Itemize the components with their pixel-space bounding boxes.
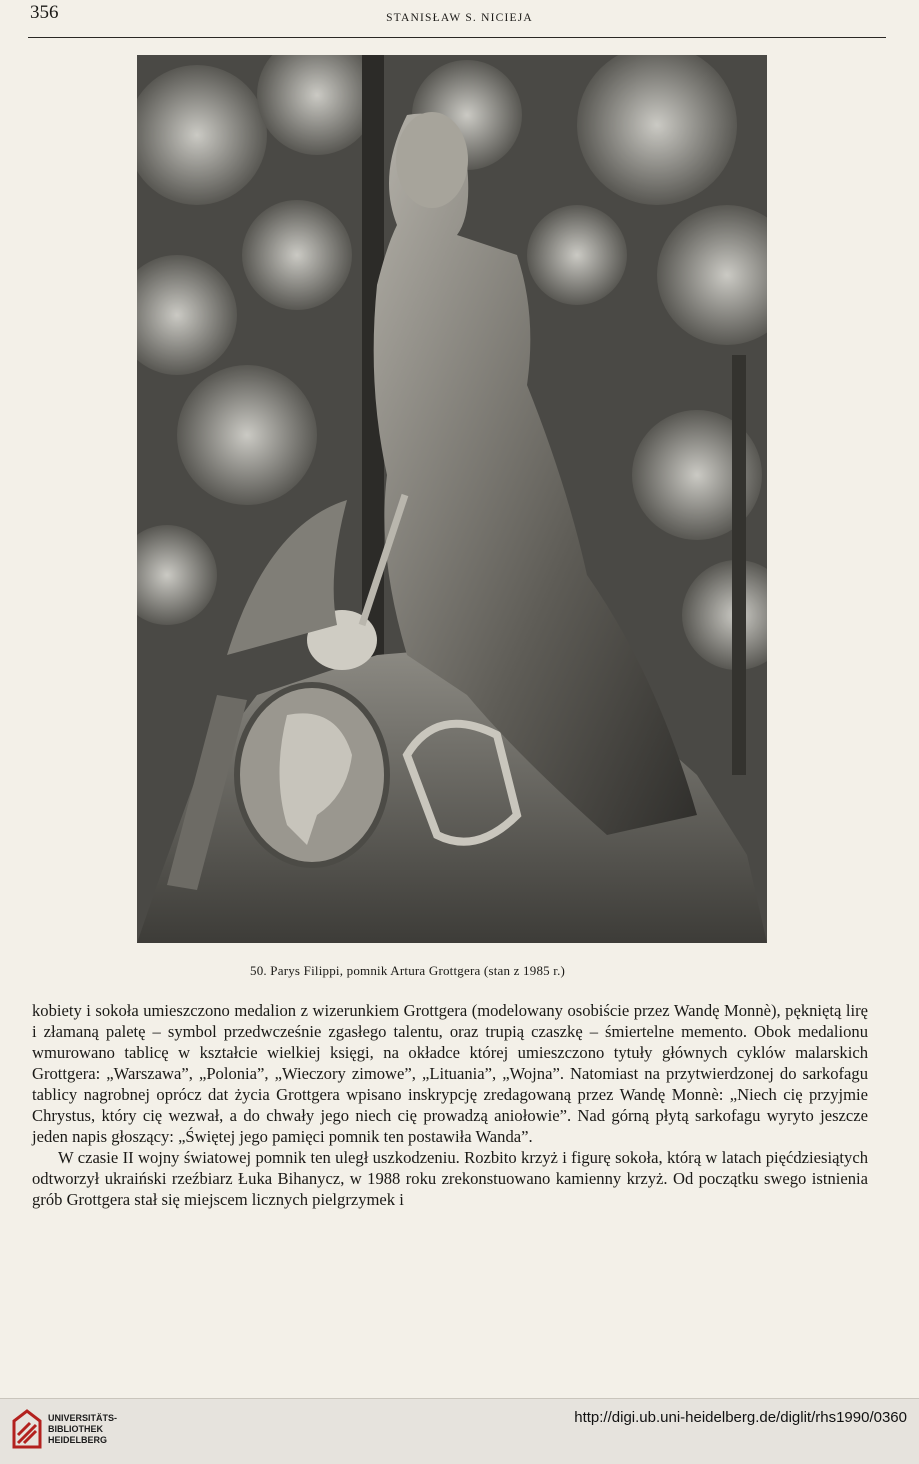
figure-caption: 50. Parys Filippi, pomnik Artura Grottgera (stan z 1985 r.) bbox=[250, 963, 566, 978]
page-number: 356 bbox=[30, 2, 59, 23]
paragraph: kobiety i sokoła umieszczono medalion z wizerunkiem Grottgera (modelowany osobiście przez Wandę Monnè), pękniętą lirę i złamaną paletę – symbol przedwcześnie zgasłego talentu, oraz trupią czaszkę – śmiertelne memento. Obok medalionu wmurowano tablicę w kształcie wielkiej księgi, na okładce której umieszczono tytuły głównych cyklów malarskich Grottgera: „Warszawa”, „Polonia”, „Wieczory zimowe”, „Lituania”, „Wojna”. Natomiast na przytwierdzonej do sarkofagu tablicy nagrobnej oprócz dat życia Grottgera wpisano inskrypcję zredagowaną przez Wandę Monnè: „Niech cię przyjmie Chrystus, który cię wezwał, a do chwały jego niech cię prowadzą aniołowie”. Nad górną płytą sarkofagu wyryto jeszcze jeden napis głoszący: „Świętej jego pamięci pomnik ten postawiła Wanda”. bbox=[32, 1001, 868, 1146]
digitization-footer bbox=[0, 1398, 919, 1464]
monument-photograph bbox=[137, 55, 767, 943]
source-url-link[interactable]: http://digi.ub.uni-heidelberg.de/diglit/rhs1990/0360 bbox=[574, 1409, 907, 1426]
library-name: UNIVERSITÄTS- BIBLIOTHEK HEIDELBERG bbox=[48, 1413, 118, 1445]
running-head: STANISŁAW S. NICIEJA bbox=[386, 12, 533, 24]
paragraph: W czasie II wojny światowej pomnik ten uległ uszkodzeniu. Rozbito krzyż i figurę sokoła, którą w latach pięćdziesiątych odtworzył ukraiński rzeźbiarz Łuka Bihanycz, w 1988 roku zrekonstuowano kamienny krzyż. Od początku swego istnienia grób Grottgera stał się miejscem licznych pielgrzymek i bbox=[32, 1148, 868, 1209]
header-rule bbox=[28, 37, 886, 38]
body-text bbox=[32, 1000, 868, 1210]
library-logo-icon bbox=[10, 1407, 44, 1451]
monument-photo-illustration bbox=[137, 55, 767, 943]
